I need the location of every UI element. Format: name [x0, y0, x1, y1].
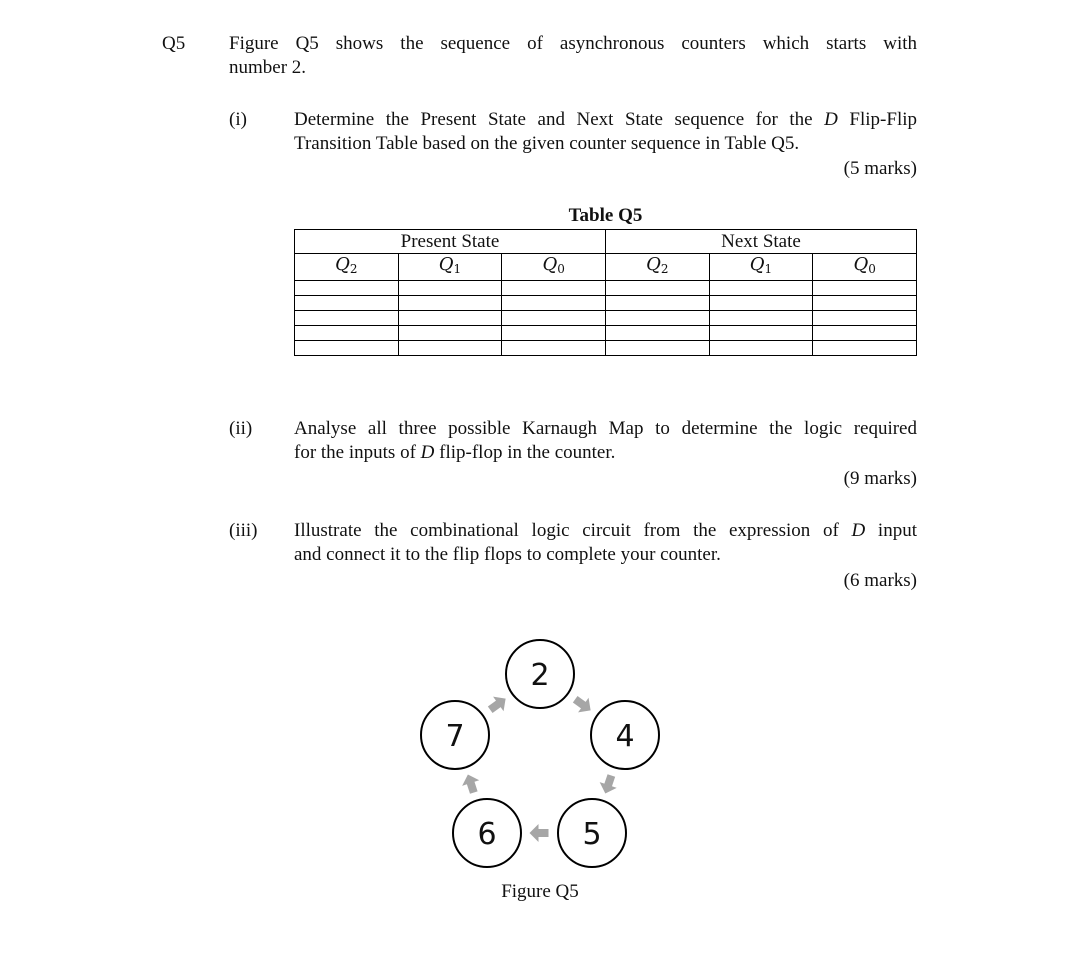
part-i-marks: (5 marks) — [843, 158, 917, 179]
part-i-label: (i) — [229, 109, 247, 130]
col-present-q1: $Q_1$ — [398, 254, 502, 281]
col-next-q1: $Q_1$ — [709, 254, 813, 281]
part-i-line-1: Determine the Present State and Next State sequence for the D Flip-Flip — [294, 109, 917, 130]
part-ii-marks: (9 marks) — [843, 468, 917, 489]
sequence-arrow — [530, 824, 549, 842]
part-iii-marks: (6 marks) — [843, 570, 917, 591]
present-state-header: Present State — [295, 230, 606, 254]
part-ii-line-2: for the inputs of D flip-flop in the counter. — [294, 442, 616, 463]
sequence-arrow — [570, 692, 596, 718]
part-iii-line-2: and connect it to the flip flops to complete your counter. — [294, 544, 721, 565]
figure-caption: Figure Q5 — [501, 881, 579, 902]
d-variable: D — [824, 109, 838, 130]
intro-line-2: number 2. — [229, 57, 307, 78]
table-caption: Table Q5 — [568, 205, 643, 226]
question-number: Q5 — [162, 33, 186, 54]
col-present-q0: $Q_0$ — [502, 254, 606, 281]
col-next-q2: $Q_2$ — [605, 254, 709, 281]
state-node-label: 6 — [477, 817, 497, 852]
sequence-arrow — [597, 773, 620, 797]
part-iii-label: (iii) — [229, 520, 258, 541]
sequence-arrow — [459, 772, 482, 796]
col-present-q2: $Q_2$ — [295, 254, 399, 281]
intro-line-1: Figure Q5 shows the sequence of asynchronous counters which starts with — [229, 33, 917, 54]
state-node-label: 2 — [530, 658, 550, 693]
state-node-label: 7 — [445, 719, 465, 754]
part-ii-line-1: Analyse all three possible Karnaugh Map to determine the logic required — [294, 418, 917, 439]
state-node-label: 4 — [615, 719, 635, 754]
next-state-header: Next State — [605, 230, 916, 254]
col-next-q0: $Q_0$ — [813, 254, 917, 281]
d-variable: D — [420, 442, 435, 463]
part-iii-line-1: Illustrate the combinational logic circuit from the expression of D input — [294, 520, 917, 541]
d-variable: D — [851, 520, 866, 541]
state-node-label: 5 — [582, 817, 602, 852]
sequence-arrow — [485, 691, 511, 717]
part-ii-label: (ii) — [229, 418, 253, 439]
part-i-line-2: Transition Table based on the given counter sequence in Table Q5. — [294, 133, 800, 154]
